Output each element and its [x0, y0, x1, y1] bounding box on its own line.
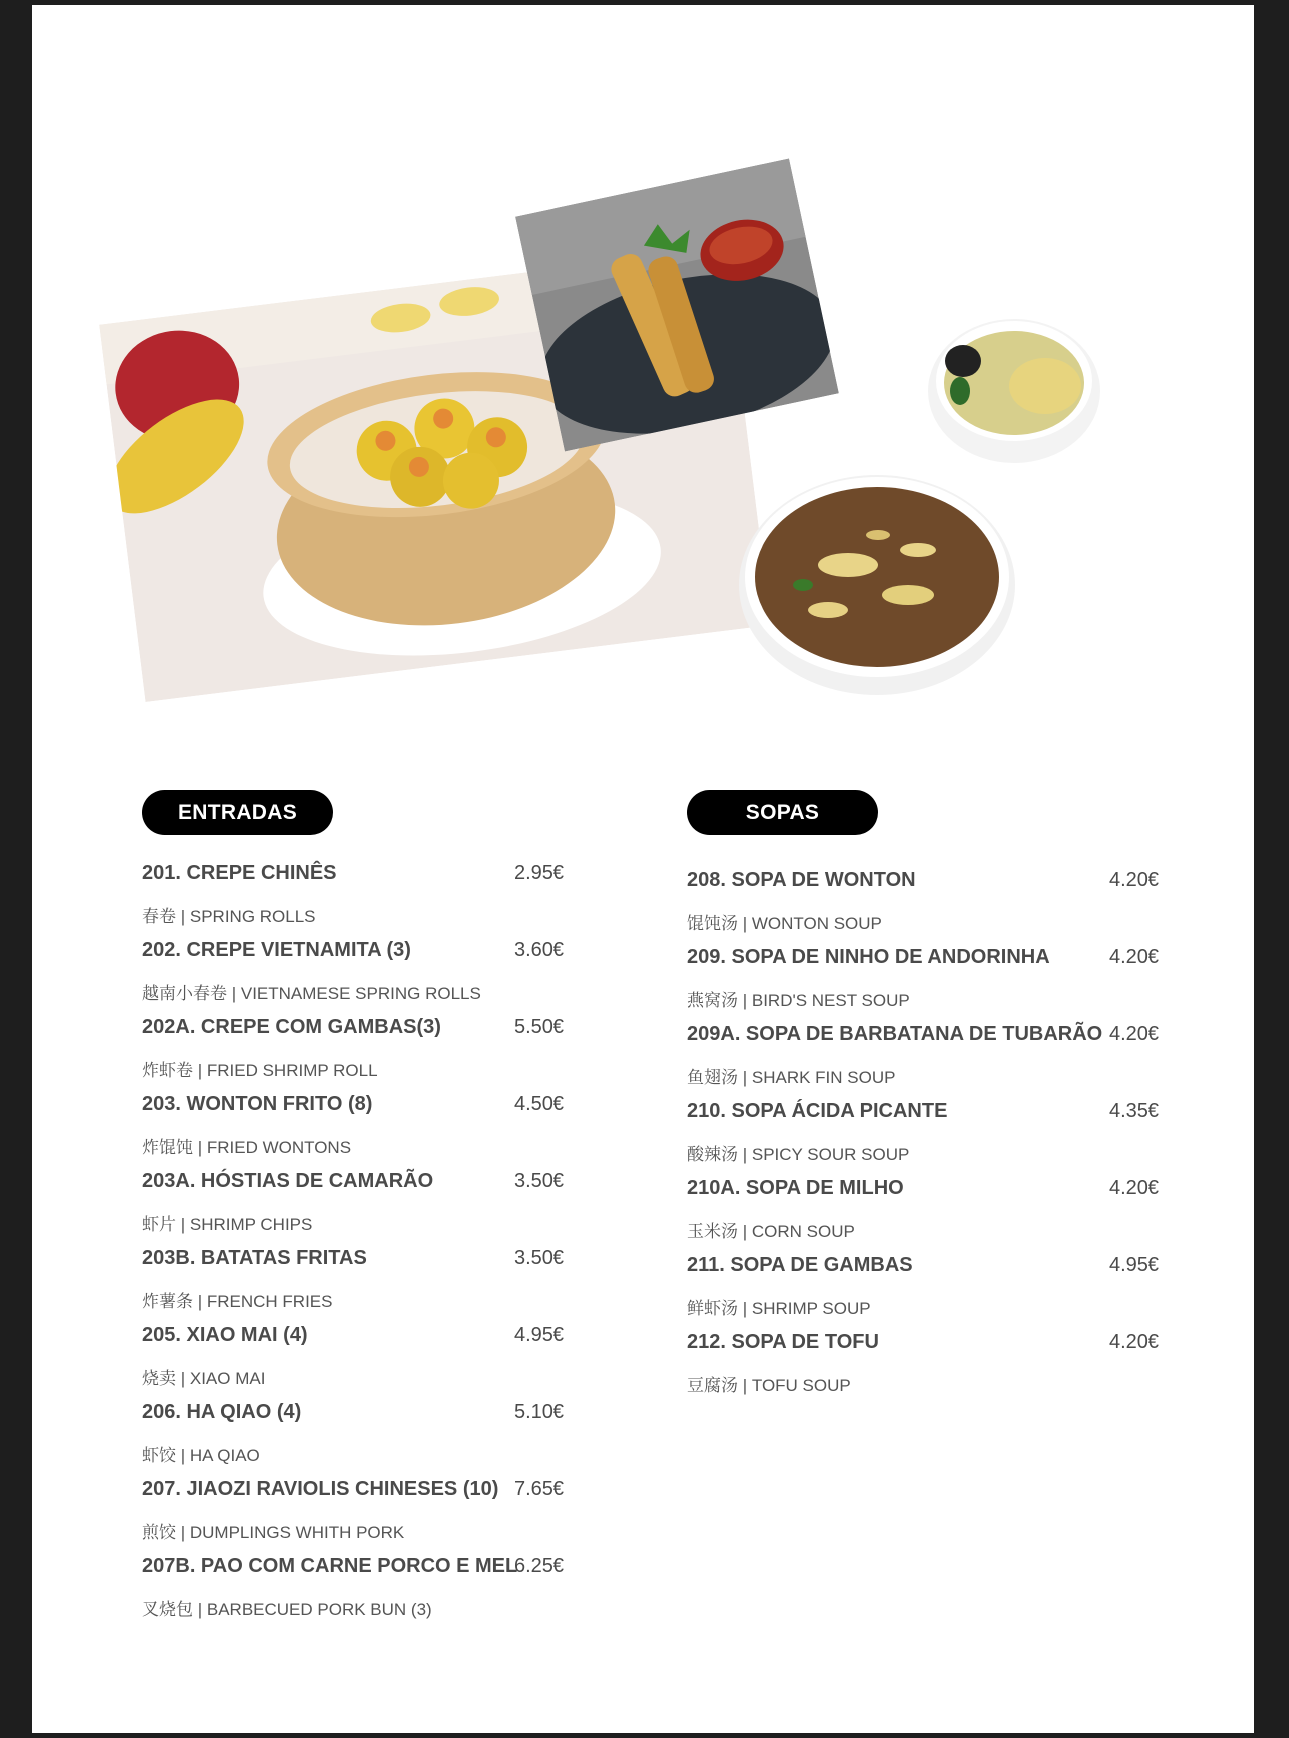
item-name: 207B. PAO COM CARNE PORCO E MEL [142, 1555, 518, 1577]
item-price: 5.10€ [514, 1401, 565, 1423]
menu-item [687, 1100, 1207, 1177]
item-name: 205. XIAO MAI (4) [142, 1324, 308, 1346]
item-price: 3.60€ [514, 939, 565, 961]
sopas-list [687, 869, 1207, 1408]
item-name: 210. SOPA ÁCIDA PICANTE [687, 1100, 948, 1122]
item-subtitle: 鲜虾汤 | SHRIMP SOUP [687, 1299, 871, 1318]
item-subtitle: 叉烧包 | BARBECUED PORK BUN (3) [142, 1600, 432, 1619]
item-price: 4.20€ [1109, 1023, 1160, 1045]
item-price: 4.20€ [1109, 946, 1160, 968]
menu-item [142, 1478, 622, 1555]
item-price: 3.50€ [514, 1247, 565, 1269]
item-price: 7.65€ [514, 1478, 565, 1500]
item-price: 6.25€ [514, 1555, 565, 1577]
item-price: 4.20€ [1109, 1331, 1160, 1353]
item-subtitle: 玉米汤 | CORN SOUP [687, 1222, 855, 1241]
item-name: 203A. HÓSTIAS DE CAMARÃO [142, 1170, 434, 1192]
item-price: 4.20€ [1109, 1177, 1160, 1199]
item-price: 2.95€ [514, 862, 565, 884]
item-name: 202A. CREPE COM GAMBAS(3) [142, 1016, 441, 1038]
entradas-list [142, 862, 622, 1632]
item-subtitle: 虾片 | SHRIMP CHIPS [142, 1215, 313, 1234]
section-badge-entradas: ENTRADAS [142, 790, 333, 835]
menu-item [142, 1555, 622, 1632]
menu-item [687, 946, 1207, 1023]
item-name: 212. SOPA DE TOFU [687, 1331, 879, 1353]
menu-item [142, 1247, 622, 1324]
item-name: 209. SOPA DE NINHO DE ANDORINHA [687, 946, 1050, 968]
item-subtitle: 豆腐汤 | TOFU SOUP [687, 1376, 851, 1395]
item-subtitle: 煎饺 | DUMPLINGS WHITH PORK [142, 1523, 405, 1542]
item-name: 207. JIAOZI RAVIOLIS CHINESES (10) [142, 1478, 499, 1500]
item-name: 206. HA QIAO (4) [142, 1401, 302, 1423]
item-price: 4.95€ [514, 1324, 565, 1346]
menu-item [142, 939, 622, 1016]
item-name: 209A. SOPA DE BARBATANA DE TUBARÃO [687, 1023, 1103, 1045]
section-badge-sopas: SOPAS [687, 790, 878, 835]
spring-rolls-photo [515, 159, 839, 452]
menu-item [687, 1254, 1207, 1331]
menu-item [142, 862, 622, 939]
item-subtitle: 炸薯条 | FRENCH FRIES [142, 1292, 333, 1311]
hot-sour-soup-photo [738, 465, 1016, 715]
item-name: 211. SOPA DE GAMBAS [687, 1254, 913, 1276]
item-price: 4.50€ [514, 1093, 565, 1115]
menu-item [687, 1331, 1207, 1408]
item-subtitle: 炸虾卷 | FRIED SHRIMP ROLL [142, 1061, 378, 1080]
menu-item [687, 1177, 1207, 1254]
item-name: 203B. BATATAS FRITAS [142, 1247, 367, 1269]
menu-item [142, 1016, 622, 1093]
item-subtitle: 燕窝汤 | BIRD'S NEST SOUP [687, 991, 910, 1010]
item-subtitle: 鱼翅汤 | SHARK FIN SOUP [687, 1068, 896, 1087]
item-subtitle: 烧卖 | XIAO MAI [142, 1369, 266, 1388]
menu-page [32, 5, 1254, 1733]
item-subtitle: 炸馄饨 | FRIED WONTONS [142, 1138, 352, 1157]
item-name: 202. CREPE VIETNAMITA (3) [142, 939, 411, 961]
item-name: 210A. SOPA DE MILHO [687, 1177, 904, 1199]
menu-item [687, 869, 1207, 946]
item-name: 201. CREPE CHINÊS [142, 862, 337, 884]
menu-item [142, 1324, 622, 1401]
item-subtitle: 酸辣汤 | SPICY SOUR SOUP [687, 1145, 910, 1164]
item-name: 208. SOPA DE WONTON [687, 869, 916, 891]
item-price: 4.20€ [1109, 869, 1160, 891]
item-price: 4.95€ [1109, 1254, 1160, 1276]
item-price: 5.50€ [514, 1016, 565, 1038]
menu-item [687, 1023, 1207, 1100]
item-subtitle: 馄饨汤 | WONTON SOUP [687, 914, 882, 933]
menu-item [142, 1401, 622, 1478]
menu-item [142, 1093, 622, 1170]
item-price: 3.50€ [514, 1170, 565, 1192]
item-price: 4.35€ [1109, 1100, 1160, 1122]
item-subtitle: 越南小春卷 | VIETNAMESE SPRING ROLLS [142, 984, 481, 1003]
item-subtitle: 虾饺 | HA QIAO [142, 1446, 260, 1465]
item-name: 203. WONTON FRITO (8) [142, 1093, 373, 1115]
menu-item [142, 1170, 622, 1247]
wonton-soup-photo [925, 311, 1103, 465]
item-subtitle: 春卷 | SPRING ROLLS [142, 907, 316, 926]
